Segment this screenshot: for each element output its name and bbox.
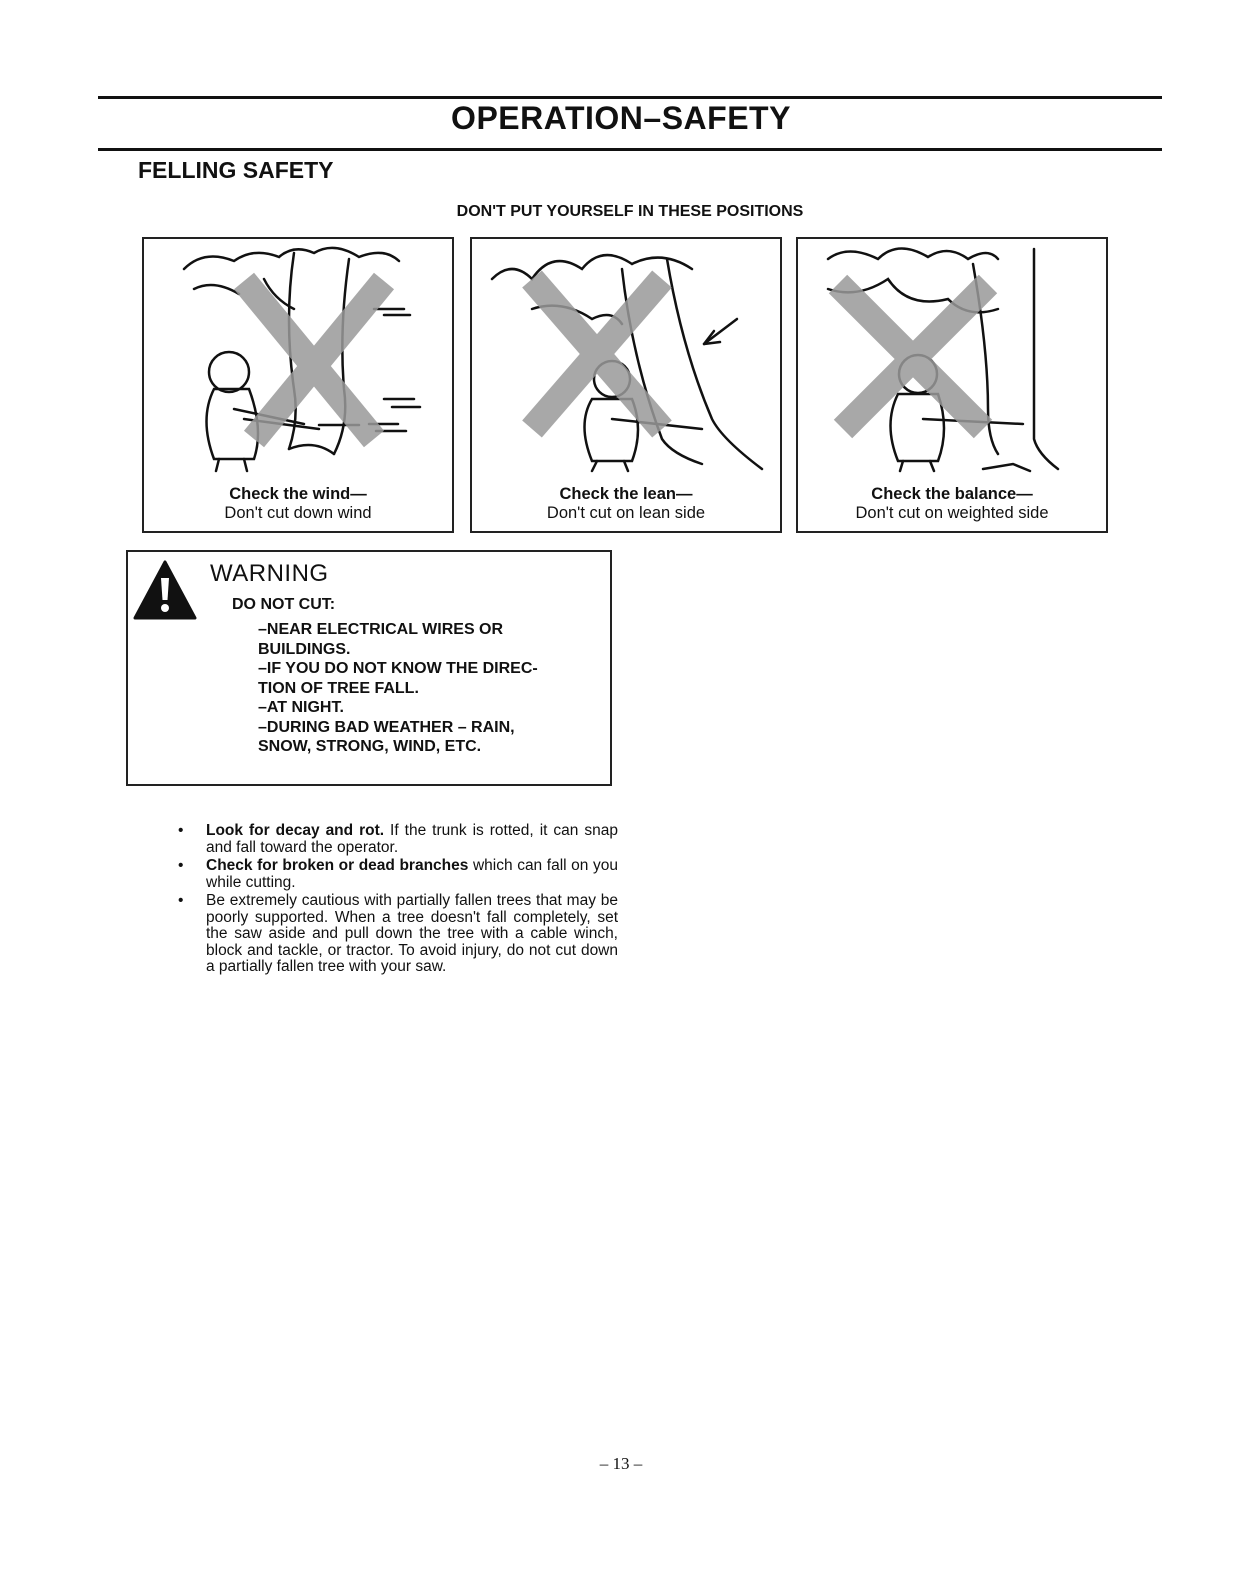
warning-title: WARNING <box>210 560 329 587</box>
caption-normal: Don't cut down wind <box>224 504 372 522</box>
bullet-text: If the trunk is rotted, it can snap and fall toward the operator. <box>206 822 618 856</box>
panel-check-lean <box>470 237 782 533</box>
caption-normal: Don't cut on weighted side <box>855 504 1049 522</box>
warning-line: –NEAR ELECTRICAL WIRES OR <box>258 621 504 638</box>
warning-subtitle: DO NOT CUT: <box>232 596 336 613</box>
safety-bullet-list <box>178 823 618 978</box>
warning-line: –AT NIGHT. <box>258 699 344 716</box>
positions-subheading: DON'T PUT YOURSELF IN THESE POSITIONS <box>456 203 804 220</box>
caption-bold: Check the lean— <box>559 485 693 503</box>
warning-line: SNOW, STRONG, WIND, ETC. <box>258 738 482 755</box>
warning-line: –IF YOU DO NOT KNOW THE DIREC- <box>258 660 538 677</box>
bullet-text: which can fall on you while cutting. <box>206 857 618 891</box>
bullet-lead: Look for decay and rot. <box>206 822 385 839</box>
tree-balance-illustration <box>798 239 1106 479</box>
warning-lines <box>258 620 538 757</box>
panel-check-balance <box>796 237 1108 533</box>
caption-normal: Don't cut on lean side <box>546 504 706 522</box>
list-item <box>178 893 618 976</box>
bullet-lead: Check for broken or dead branches <box>206 857 469 874</box>
page-title: OPERATION–SAFETY <box>451 100 791 136</box>
warning-line: BUILDINGS. <box>258 640 351 658</box>
warning-line: –DURING BAD WEATHER – RAIN, <box>258 718 515 736</box>
top-rule <box>98 96 1162 99</box>
tree-lean-illustration <box>472 239 780 479</box>
page-number: – 13 – <box>599 1454 643 1473</box>
warning-triangle-icon <box>132 558 198 622</box>
caption-bold: Check the wind— <box>229 485 367 503</box>
panel-check-wind <box>142 237 454 533</box>
list-item <box>178 858 618 891</box>
title-underline <box>98 148 1162 151</box>
warning-box <box>126 550 612 786</box>
section-title: FELLING SAFETY <box>138 157 334 183</box>
list-item <box>178 823 618 856</box>
warning-line: TION OF TREE FALL. <box>258 679 419 697</box>
caption-bold: Check the balance— <box>871 485 1033 503</box>
tree-wind-illustration <box>144 239 452 479</box>
bullet-text: Be extremely cautious with partially fallen trees that may be poorly supported. When a tree doesn't fall completely, set the saw aside and pull down the tree with a cable winch, block and tackle, or tractor. To avoid injury, do not cut down a partially fallen tree with your saw. <box>206 892 618 975</box>
